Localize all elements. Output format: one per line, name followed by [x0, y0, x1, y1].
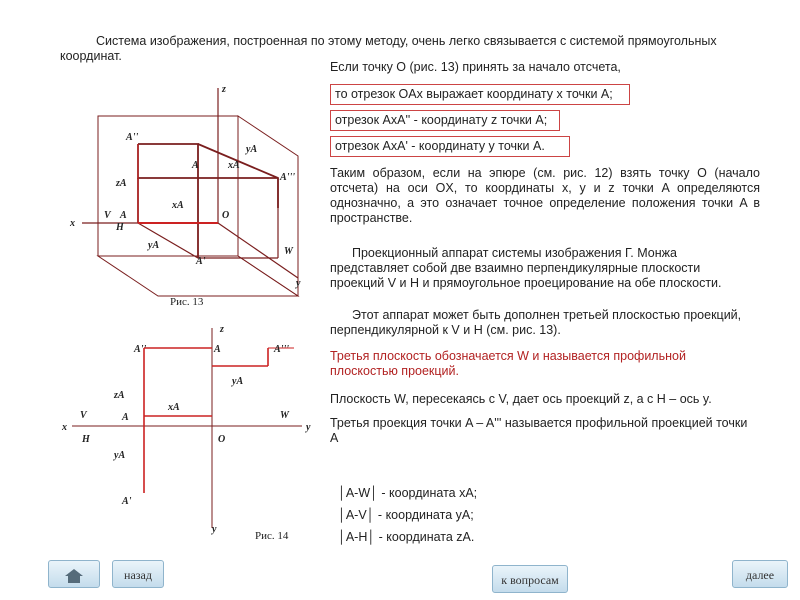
fig14-label-xa: xA: [168, 402, 180, 413]
figure-14: [60, 318, 320, 543]
fig14-label-a2: A'': [134, 344, 147, 355]
fig13-label-a1: A': [196, 256, 206, 267]
fig14-label-y2: y: [212, 524, 217, 535]
fig13-label-v: V: [104, 210, 111, 221]
next-button[interactable]: далее: [732, 560, 788, 588]
fig13-label-w: W: [284, 246, 293, 257]
home-button[interactable]: [48, 560, 100, 588]
fig14-label-z: z: [220, 324, 224, 335]
text-p9: Плоскость W, пересекаясь с V, дает ось проекций z, а с H – ось y.: [330, 392, 712, 406]
fig13-label-h: H: [116, 222, 124, 233]
questions-button[interactable]: к вопросам: [492, 565, 568, 593]
fig13-label-a: A: [192, 160, 199, 171]
fig13-label-a2: A'': [126, 132, 139, 143]
text-p2: то отрезок OAx выражает координату x точки A;: [330, 84, 630, 105]
fig13-label-a3: A''': [280, 172, 296, 183]
fig14-label-v: V: [80, 410, 87, 421]
fig13-label-xa: xA: [172, 200, 184, 211]
text-p6: Проекционный аппарат системы изображения Г. Монжа представляет собой две взаимно перпендикулярные плоскости проекций V и H и прямоугольное проецирование на обе плоскости.: [330, 246, 722, 290]
fig13-label-y: y: [296, 278, 301, 289]
fig13-label-xa2: xA: [228, 160, 240, 171]
fig13-label-za: zA: [116, 178, 127, 189]
fig13-box-front: [138, 144, 198, 178]
fig14-label-az: A: [214, 344, 221, 355]
fig14-label-ya: yA: [232, 376, 244, 387]
fig13-label-x: x: [70, 218, 75, 229]
text-c2: │A-V│ - координата yA;: [338, 508, 474, 522]
text-c3: │A-H│ - координата zA.: [338, 530, 475, 544]
fig14-caption: Рис. 14: [255, 530, 289, 542]
back-button[interactable]: назад: [112, 560, 164, 588]
fig14-label-w: W: [280, 410, 289, 421]
text-p4: отрезок AxA' - координату y точки A.: [330, 136, 570, 157]
fig13-label-ax: A: [120, 210, 127, 221]
text-p1: Если точку O (рис. 13) принять за начало отсчета,: [330, 60, 621, 74]
fig14-label-o: O: [218, 434, 226, 445]
text-p3: отрезок AxA'' - координату z точки A;: [330, 110, 560, 131]
fig14-label-za: zA: [114, 390, 125, 401]
fig13-plane-w: [238, 116, 298, 296]
fig13-caption: Рис. 13: [170, 296, 204, 308]
home-icon: [64, 568, 84, 584]
text-p5: Таким образом, если на эпюре (см. рис. 12) взять точку O (начало отсчета) на оси OX, то координаты x, y и z точки A определяются однозначно, а это означает точное определение положения точки A в пространстве.: [330, 166, 760, 225]
fig14-label-a3: A''': [274, 344, 290, 355]
fig14-label-x: x: [62, 422, 67, 433]
figure-13: [60, 78, 320, 318]
text-c1: │A-W│ - координата xA;: [338, 486, 478, 500]
fig14-label-ax: A: [122, 412, 129, 423]
fig13-label-ya: yA: [148, 240, 160, 251]
fig14-label-y: y: [306, 422, 311, 433]
fig14-label-ya2: yA: [114, 450, 126, 461]
text-p7: Этот аппарат может быть дополнен третьей плоскостью проекций, перпендикулярной к V и H (см. рис. 13).: [330, 308, 742, 337]
fig13-label-o: O: [222, 210, 230, 221]
fig13-label-ya2: yA: [246, 144, 258, 155]
fig14-label-h: H: [82, 434, 90, 445]
text-p8: Третья плоскость обозначается W и называется профильной плоскостью проекций.: [330, 349, 686, 378]
fig14-label-a1: A': [122, 496, 132, 507]
fig13-label-z: z: [222, 84, 226, 95]
intro-line-1: Система изображения, построенная по этому методу, очень легко связывается с системой прямоугольных: [96, 34, 717, 48]
text-p10: Третья проекция точки A – A''' называется профильной проекцией точки A: [330, 416, 748, 445]
intro-line-2: координат.: [60, 49, 122, 63]
